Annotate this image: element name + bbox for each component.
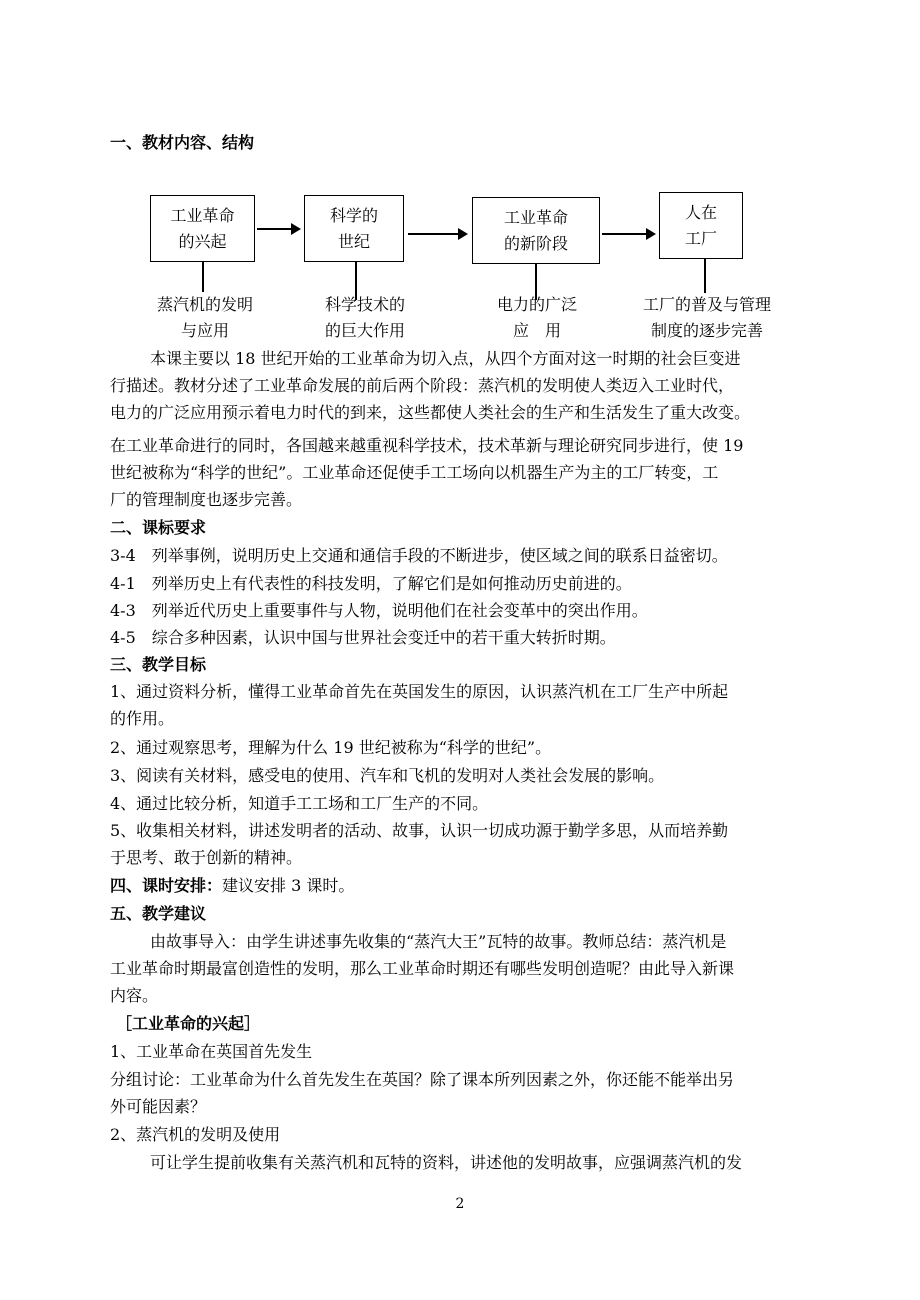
suggestion-line: 工业革命时期最富创造性的发明，那么工业革命时期还有哪些发明创造呢？由此导入新课 (110, 959, 735, 978)
section-4-title: 四、课时安排： (110, 876, 223, 895)
goal-line: 4、通过比较分析，知道手工工场和工厂生产的不同。 (110, 794, 489, 813)
intro-line: 世纪被称为“科学的世纪”。工业革命还促使手工工场向以机器生产为主的工厂转变，工 (110, 463, 719, 482)
section-1-title: 一、教材内容、结构 (110, 133, 255, 152)
subheading: ［工业革命的兴起］ (116, 1014, 261, 1033)
goal-line: 5、收集相关材料，讲述发明者的活动、故事，认识一切成功源于勤学多思，从而培养勤 (110, 821, 729, 840)
caption-4-line-2: 制度的逐步完善 (650, 321, 763, 340)
intro-line: 本课主要以 18 世纪开始的工业革命为切入点，从四个方面对这一时期的社会巨变进 (150, 349, 741, 368)
section-4 (110, 873, 834, 896)
body-line: 1、工业革命在英国首先发生 (110, 1042, 313, 1061)
caption-2-line-2: 的巨大作用 (324, 321, 405, 340)
section-4-text: 建议安排 3 课时。 (222, 876, 355, 895)
caption-4-line-1: 工厂的普及与管理 (642, 295, 771, 314)
caption-1 (135, 292, 275, 344)
connector-4 (704, 259, 706, 293)
standard-item: 3-4 列举事例，说明历史上交通和通信手段的不断进步，使区域之间的联系日益密切。 (110, 546, 728, 565)
goal-line: 3、阅读有关材料，感受电的使用、汽车和飞机的发明对人类社会发展的影响。 (110, 766, 665, 785)
caption-2 (295, 292, 435, 344)
section-3-title: 三、教学目标 (110, 655, 207, 674)
caption-3-line-2: 应 用 (512, 321, 561, 340)
intro-line: 厂的管理制度也逐步完善。 (110, 490, 303, 509)
box-1-line-1: 工业革命 (170, 205, 235, 225)
goal-line: 2、通过观察思考，理解为什么 19 世纪被称为“科学的世纪”。 (110, 738, 552, 757)
diagram-box-3 (472, 197, 600, 264)
section-2-title: 二、课标要求 (110, 518, 207, 537)
intro-line: 行描述。教材分述了工业革命发展的前后两个阶段：蒸汽机的发明使人类迈入工业时代， (110, 376, 735, 395)
box-2-line-2: 世纪 (337, 231, 370, 251)
arrow-3 (602, 233, 654, 235)
box-1-line-2: 的兴起 (178, 231, 227, 251)
diagram-box-4 (659, 192, 743, 259)
section-5-title: 五、教学建议 (110, 904, 207, 923)
body-line: 外可能因素？ (110, 1097, 207, 1116)
body-line: 分组讨论：工业革命为什么首先发生在英国？除了课本所列因素之外，你还能不能举出另 (110, 1070, 735, 1089)
caption-3-line-1: 电力的广泛 (496, 295, 577, 314)
page-number: 2 (455, 1196, 465, 1212)
box-3-line-1: 工业革命 (503, 207, 568, 227)
caption-1-line-1: 蒸汽机的发明 (156, 295, 253, 314)
caption-1-line-2: 与应用 (180, 321, 229, 340)
box-3-line-2: 的新阶段 (503, 233, 568, 253)
caption-4 (622, 292, 792, 344)
caption-2-line-1: 科学技术的 (324, 295, 405, 314)
box-4-line-1: 人在 (684, 202, 717, 222)
goal-line: 于思考、敢于创新的精神。 (110, 848, 303, 867)
standard-item: 4-1 列举历史上有代表性的科技发明，了解它们是如何推动历史前进的。 (110, 574, 632, 593)
suggestion-line: 由故事导入：由学生讲述事先收集的“蒸汽大王”瓦特的故事。教师总结：蒸汽机是 (150, 932, 727, 951)
standard-item: 4-5 综合多种因素，认识中国与世界社会变迁中的若干重大转折时期。 (110, 628, 616, 647)
diagram-box-1 (150, 195, 255, 262)
arrow-2 (408, 233, 466, 235)
intro-line: 在工业革命进行的同时，各国越来越重视科学技术，技术革新与理论研究同步进行，使 19 (110, 436, 744, 455)
goal-line: 1、通过资料分析，懂得工业革命首先在英国发生的原因，认识蒸汽机在工厂生产中所起 (110, 682, 729, 701)
connector-1 (202, 262, 204, 292)
goal-line: 的作用。 (110, 709, 175, 728)
intro-line: 电力的广泛应用预示着电力时代的到来，这些都使人类社会的生产和生活发生了重大改变。 (110, 403, 751, 422)
body-line: 2、蒸汽机的发明及使用 (110, 1125, 281, 1144)
box-2-line-1: 科学的 (329, 205, 378, 225)
body-line: 可让学生提前收集有关蒸汽机和瓦特的资料，讲述他的发明故事，应强调蒸汽机的发 (150, 1153, 743, 1172)
arrow-1 (257, 228, 299, 230)
diagram-box-2 (304, 195, 404, 262)
suggestion-line: 内容。 (110, 986, 159, 1005)
caption-3 (467, 292, 607, 344)
box-4-line-2: 工厂 (684, 228, 717, 248)
standard-item: 4-3 列举近代历史上重要事件与人物，说明他们在社会变革中的突出作用。 (110, 601, 648, 620)
